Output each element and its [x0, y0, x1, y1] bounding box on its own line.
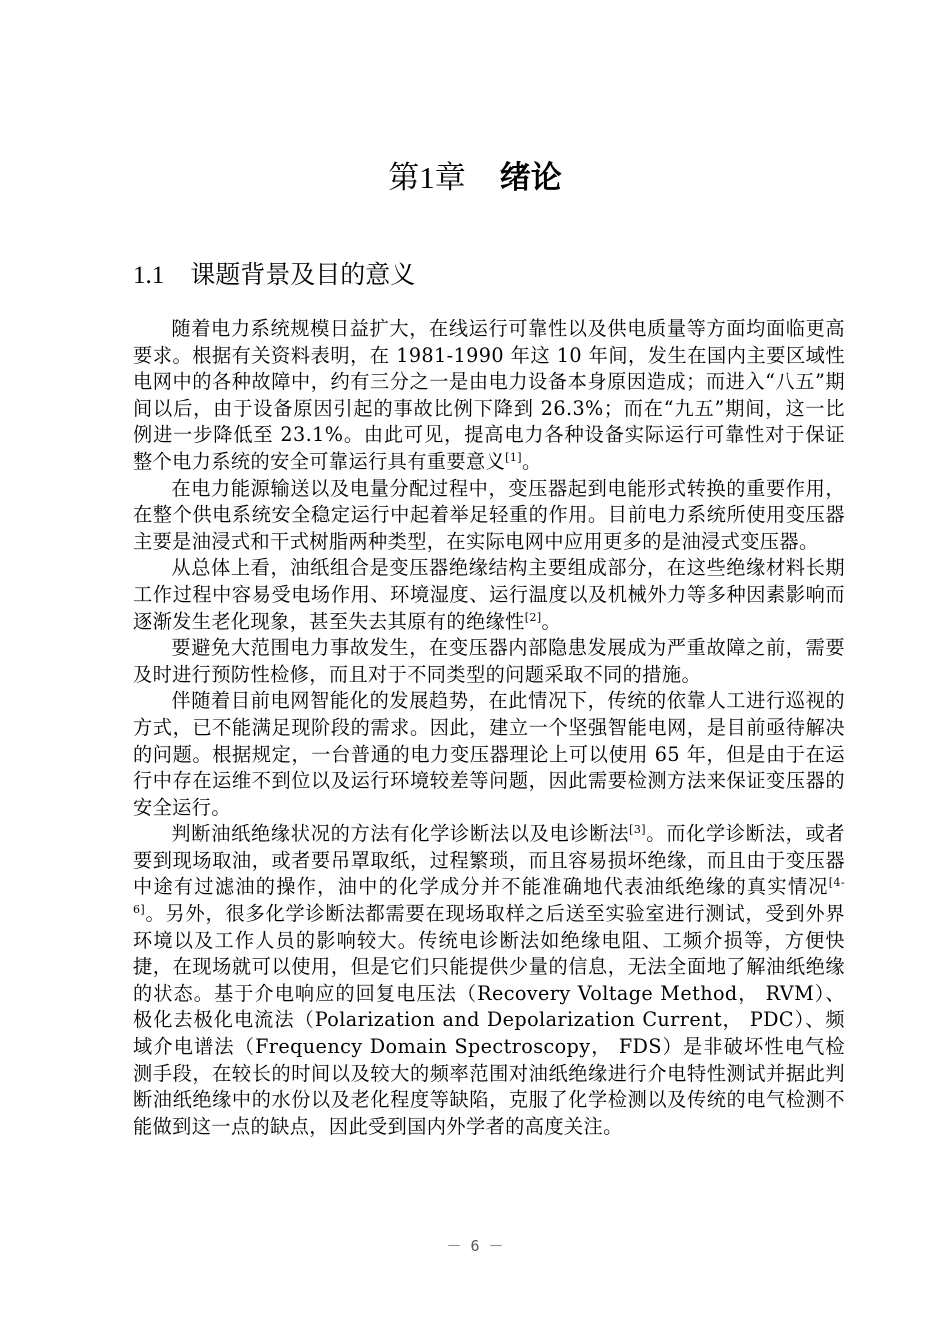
- paragraph-text: 。: [521, 449, 542, 473]
- paragraph: [133, 555, 845, 635]
- paragraph-text: 。另外，很多化学诊断法都需要在现场取样之后送至实验室进行测试，受到外界环境以及工作人员的影响较大。传统电诊断法如绝缘电阻、工频介损等，方便快捷，在现场就可以使用，但是它们只能提供少量的信息，无法全面地了解油纸绝缘的状态。基于介电响应的回复电压法（Recovery Voltage Method， RVM）、极化去极化电流法（Polarization and Depolarization Current， PDC）、频域介电谱法（Frequency Domain Spectroscopy， FDS）是非破坏性电气检测手段，在较长的时间以及较大的频率范围对油纸绝缘进行介电特性测试并据此判断油纸绝缘中的水份以及老化程度等缺陷，克服了化学检测以及传统的电气检测不能做到这一点的缺点，因此受到国内外学者的高度关注。: [133, 902, 845, 1138]
- page-number: － 6 －: [446, 1237, 504, 1255]
- paragraph-text: 随着电力系统规模日益扩大，在线运行可靠性以及供电质量等方面均面临更高要求。根据有关资料表明，在 1981-1990 年这 10 年间，发生在国内主要区域性电网中的各种故障中，约有三分之一是由电力设备本身原因造成；而进入“八五”期间以后，由于设备原因引起的事故比例下降到 26.3%；而在“九五”期间，这一比例进一步降低至 23.1%。由此可见，提高电力各种设备实际运行可靠性对于保证整个电力系统的安全可靠运行具有重要意义: [133, 317, 845, 473]
- section-number: 1.1: [133, 262, 165, 289]
- citation: [2]: [524, 610, 542, 624]
- citation: [4-6]: [133, 876, 845, 916]
- paragraph-text: 从总体上看，油纸组合是变压器绝缘结构主要组成部分，在这些绝缘材料长期工作过程中容易受电场作用、环境湿度、运行温度以及机械外力等多种因素影响而逐渐发生老化现象，甚至失去其原有的绝缘性: [133, 556, 845, 633]
- citation: [3]: [629, 823, 646, 837]
- citation: [1]: [505, 450, 522, 464]
- body-text: [133, 316, 845, 1140]
- section-name: 课题背景及目的意义: [190, 260, 416, 289]
- paragraph-text: 伴随着目前电网智能化的发展趋势，在此情况下，传统的依靠人工进行巡视的方式，已不能满足现阶段的需求。因此，建立一个坚强智能电网，是目前亟待解决的问题。根据规定，一台普通的电力变压器理论上可以使用 65 年，但是由于在运行中存在运维不到位以及运行环境较差等问题，因此需要检测方法来保证变压器的安全运行。: [133, 689, 845, 819]
- section-title: [133, 258, 415, 293]
- chapter-number: 第1章: [388, 160, 466, 195]
- chapter-title: [0, 158, 950, 198]
- chapter-name: 绪论: [499, 160, 562, 196]
- paragraph: [133, 821, 845, 1140]
- paragraph: [133, 688, 845, 821]
- paragraph-text: 在电力能源输送以及电量分配过程中，变压器起到电能形式转换的重要作用，在整个供电系统安全稳定运行中起着举足轻重的作用。目前电力系统所使用变压器主要是油浸式和干式树脂两种类型，在实际电网中应用更多的是油浸式变压器。: [133, 476, 845, 553]
- paragraph-text: 。而化学诊断法，或者要到现场取油，或者要吊罩取纸，过程繁琐，而且容易损坏绝缘，而且由于变压器中途有过滤油的操作，油中的化学成分并不能准确地代表油纸绝缘的真实情况: [133, 822, 846, 899]
- paragraph: [133, 316, 845, 476]
- paragraph-text: 要避免大范围电力事故发生，在变压器内部隐患发展成为严重故障之前，需要及时进行预防性检修，而且对于不同类型的问题采取不同的措施。: [133, 636, 845, 686]
- paragraph: [133, 476, 845, 556]
- paragraph-text: 判断油纸绝缘状况的方法有化学诊断法以及电诊断法: [171, 822, 630, 846]
- paragraph: [133, 635, 845, 688]
- paragraph-text: 。: [541, 609, 562, 633]
